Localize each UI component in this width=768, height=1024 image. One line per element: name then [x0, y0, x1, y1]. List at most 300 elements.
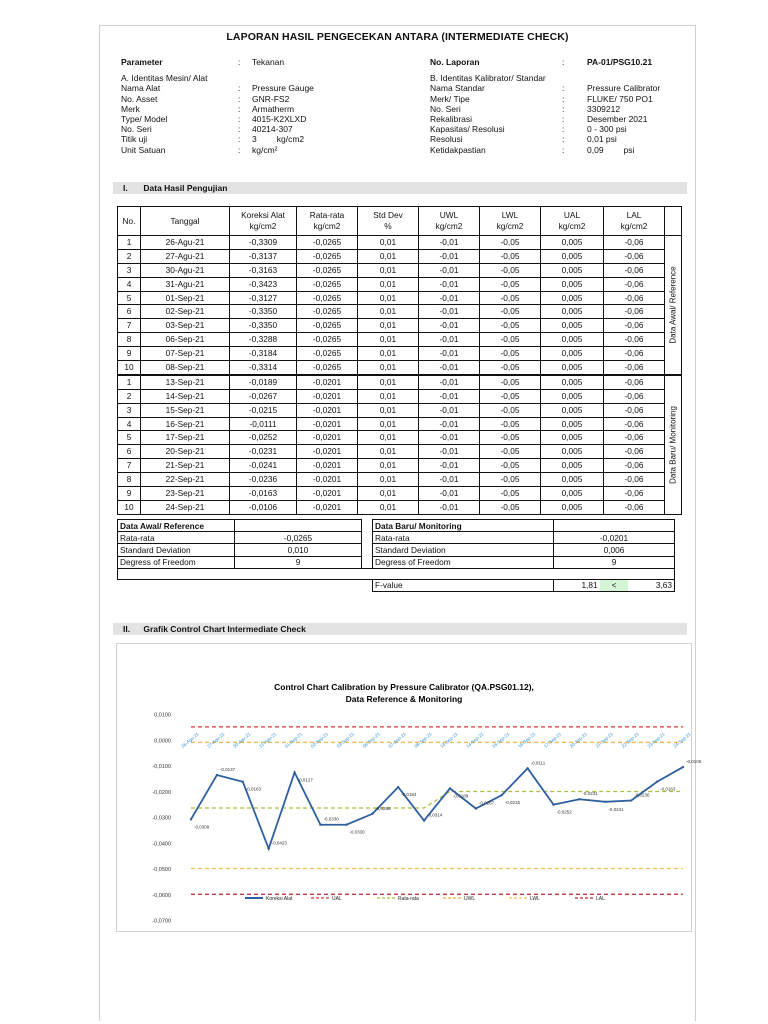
data-label: -0,0184 — [401, 792, 417, 798]
col-no: No. — [118, 207, 141, 236]
machine-row: No. Asset : GNR-FS2 — [121, 93, 290, 104]
f-critical: 3,63 — [655, 580, 672, 591]
table-cell: 0,005 — [541, 487, 604, 501]
table-cell: -0,06 — [604, 361, 665, 375]
table-cell: -0,06 — [604, 249, 665, 263]
data-label: -0,0267 — [478, 800, 495, 806]
table-cell: 01-Sep-21 — [141, 291, 230, 305]
document-title: LAPORAN HASIL PENGECEKAN ANTARA (INTERMEDIATE CHECK) — [226, 31, 569, 43]
table-cell: -0,0241 — [230, 459, 297, 473]
table-cell: -0,0265 — [297, 319, 358, 333]
y-tick-label: 0,0100 — [154, 712, 171, 719]
table-cell: -0,01 — [419, 375, 480, 389]
machine-row: Titik uji : 3 kg/cm2 — [121, 134, 305, 145]
table-cell: -0,06 — [604, 403, 665, 417]
table-row — [118, 249, 682, 263]
summary-ref-key: Rata-rata — [118, 532, 235, 544]
data-label: -0,0236 — [634, 792, 650, 798]
table-cell: 0,005 — [541, 305, 604, 319]
table-cell: 06-Sep-21 — [141, 333, 230, 347]
table-cell: -0,05 — [480, 305, 541, 319]
summary-ref-value: 0,010 — [235, 544, 362, 556]
table-cell: -0,3288 — [230, 333, 297, 347]
data-point — [682, 766, 684, 768]
table-row — [118, 291, 682, 305]
table-row — [118, 473, 682, 487]
table-cell: 02-Sep-21 — [141, 305, 230, 319]
table-cell: 31-Agu-21 — [141, 277, 230, 291]
summary-mon-key: Rata-rata — [373, 532, 554, 544]
table-cell: -0,05 — [480, 263, 541, 277]
data-label: -0,0231 — [582, 791, 598, 797]
test-data-table — [117, 206, 682, 515]
table-cell: -0,0201 — [297, 417, 358, 431]
table-cell: 2 — [118, 249, 141, 263]
chart-title: Control Chart Calibration by Pressure Calibrator (QA.PSG01.12), — [274, 682, 534, 692]
calibrator-key: Resolusi — [430, 134, 463, 145]
table-cell: -0,05 — [480, 291, 541, 305]
x-tick-label: 14-Sep-21 — [465, 731, 485, 749]
table-cell: 2 — [118, 389, 141, 403]
x-tick-label: 26-Agu-21 — [180, 731, 200, 749]
table-cell: 30-Agu-21 — [141, 263, 230, 277]
data-label: -0,0106 — [686, 759, 702, 765]
x-tick-label: 23-Sep-21 — [646, 731, 666, 749]
machine-key: Type/ Model — [121, 114, 168, 125]
calibrator-key: Kapasitas/ Resolusi — [430, 124, 505, 135]
table-cell: 0,005 — [541, 236, 604, 250]
table-cell: -0,06 — [604, 431, 665, 445]
x-tick-label: 22-Sep-21 — [620, 731, 640, 749]
table-cell: -0,05 — [480, 236, 541, 250]
table-cell: -0,3350 — [230, 319, 297, 333]
table-cell: 14-Sep-21 — [141, 389, 230, 403]
data-label: -0,0163 — [660, 786, 676, 792]
table-cell: -0,05 — [480, 347, 541, 361]
table-cell: -0,06 — [604, 277, 665, 291]
summary-table — [117, 519, 675, 592]
table-cell: -0,06 — [604, 445, 665, 459]
machine-row: Type/ Model : 4015-K2XLXD — [121, 114, 307, 125]
table-cell: -0,01 — [419, 431, 480, 445]
monitoring-group-label: Data Baru/ Monitoring — [665, 375, 682, 514]
x-tick-label: 13-Sep-21 — [439, 731, 459, 749]
machine-key: No. Seri — [121, 124, 152, 135]
table-cell: -0,0236 — [230, 473, 297, 487]
data-point — [475, 807, 477, 809]
calibrator-key: Ketidakpastian — [430, 144, 486, 155]
summary-mon-value: 0,006 — [554, 544, 675, 556]
legend-label: Koreksi Alat — [266, 896, 293, 902]
legend-label: Rata-rata — [398, 896, 419, 902]
table-cell: -0,0163 — [230, 487, 297, 501]
data-label: -0,0215 — [504, 800, 521, 806]
calibrator-row: No. Seri : 3309212 — [430, 103, 621, 114]
data-label: -0,0423 — [271, 840, 287, 846]
table-cell: -0,0265 — [297, 361, 358, 375]
calibrator-key: No. Seri — [430, 103, 461, 114]
table-row — [118, 417, 682, 431]
table-cell: 9 — [118, 347, 141, 361]
table-cell: -0,01 — [419, 305, 480, 319]
table-row — [118, 459, 682, 473]
table-row — [118, 347, 682, 361]
data-point — [526, 767, 528, 769]
data-point — [578, 798, 580, 800]
table-cell: -0,0201 — [297, 431, 358, 445]
summary-row — [118, 544, 675, 556]
table-cell: 0,01 — [358, 459, 419, 473]
mon-summary-title: Data Baru/ Monitoring — [373, 520, 554, 532]
x-tick-label: 03-Sep-21 — [335, 731, 356, 749]
table-cell: 08-Sep-21 — [141, 361, 230, 375]
table-row — [118, 389, 682, 403]
calibrator-key: Rekalibrasi — [430, 114, 473, 125]
y-tick-label: -0,0500 — [152, 867, 171, 873]
calibrator-value: 0 - 300 psi — [587, 124, 627, 135]
table-cell: -0,06 — [604, 333, 665, 347]
table-cell: -0,0106 — [230, 500, 297, 514]
section-2-header — [113, 623, 687, 635]
data-point — [293, 771, 295, 773]
table-cell: -0,01 — [419, 487, 480, 501]
table-cell: 0,01 — [358, 277, 419, 291]
table-cell: -0,05 — [480, 249, 541, 263]
col-lal: LAL kg/cm2 — [604, 207, 665, 236]
x-tick-label: 02-Sep-21 — [309, 731, 330, 749]
table-row — [118, 431, 682, 445]
table-cell: -0,01 — [419, 347, 480, 361]
table-cell: 8 — [118, 333, 141, 347]
summary-mon-value: 9 — [554, 556, 675, 568]
chart-subtitle: Data Reference & Monitoring — [345, 694, 463, 704]
data-label: -0,0288 — [375, 805, 391, 811]
table-cell: 0,005 — [541, 375, 604, 389]
table-cell: -0,05 — [480, 459, 541, 473]
machine-row: No. Seri : 40214-307 — [121, 124, 293, 135]
table-cell: -0,06 — [604, 236, 665, 250]
table-cell: -0,05 — [480, 487, 541, 501]
table-cell: 0,01 — [358, 236, 419, 250]
table-cell: 0,005 — [541, 473, 604, 487]
table-cell: 6 — [118, 305, 141, 319]
calibrator-section-title: B. Identitas Kalibrator/ Standar — [430, 73, 546, 84]
table-row — [118, 500, 682, 514]
data-point — [552, 803, 554, 805]
table-cell: -0,0189 — [230, 375, 297, 389]
calibrator-value: Pressure Calibrator — [587, 83, 661, 94]
table-cell: -0,3423 — [230, 277, 297, 291]
data-point — [449, 787, 451, 789]
table-cell: -0,05 — [480, 403, 541, 417]
table-cell: 3 — [118, 263, 141, 277]
machine-key: No. Asset — [121, 93, 158, 104]
table-cell: -0,05 — [480, 500, 541, 514]
col-ual: UAL kg/cm2 — [541, 207, 604, 236]
table-cell: -0,01 — [419, 291, 480, 305]
table-cell: -0,3184 — [230, 347, 297, 361]
table-cell: -0,01 — [419, 236, 480, 250]
machine-value: Armatherm — [252, 103, 295, 114]
summary-row — [118, 556, 675, 568]
summary-mon-key: Standard Deviation — [373, 544, 554, 556]
data-label: -0,0330 — [349, 829, 365, 835]
calibrator-unit: psi — [623, 144, 635, 155]
table-row — [118, 375, 682, 389]
table-cell: 0,005 — [541, 333, 604, 347]
table-cell: 24-Sep-21 — [141, 500, 230, 514]
table-cell: -0,05 — [480, 375, 541, 389]
summary-mon-key: Degress of Freedom — [373, 556, 554, 568]
table-cell: -0,3163 — [230, 263, 297, 277]
calibrator-value: FLUKE/ 750 PO1 — [587, 93, 653, 104]
table-cell: -0,0265 — [297, 249, 358, 263]
section-1-number: I. — [123, 183, 128, 193]
summary-ref-value: 9 — [235, 556, 362, 568]
data-point — [656, 781, 658, 783]
parameter-label: Parameter — [121, 57, 163, 67]
table-cell: -0,06 — [604, 500, 665, 514]
x-tick-label: 07-Sep-21 — [387, 731, 407, 749]
report-no-value: PA-01/PSG10.21 — [587, 57, 653, 67]
table-cell: -0,01 — [419, 277, 480, 291]
table-cell: 0,005 — [541, 263, 604, 277]
table-cell: 0,005 — [541, 249, 604, 263]
f-value-label: F-value — [373, 579, 554, 591]
table-cell: -0,0201 — [297, 459, 358, 473]
table-row — [118, 487, 682, 501]
data-label: -0,0111 — [530, 760, 546, 766]
table-cell: -0,0111 — [230, 417, 297, 431]
summary-row — [118, 532, 675, 544]
table-cell: 0,01 — [358, 431, 419, 445]
table-cell: 0,01 — [358, 263, 419, 277]
table-row — [118, 333, 682, 347]
table-cell: -0,0265 — [297, 333, 358, 347]
calibrator-row: Merk/ Tipe : FLUKE/ 750 PO1 — [430, 93, 653, 104]
table-cell: 0,01 — [358, 319, 419, 333]
table-cell: 15-Sep-21 — [141, 403, 230, 417]
report-no-label: No. Laporan — [430, 57, 480, 67]
table-cell: -0,0231 — [230, 445, 297, 459]
x-tick-label: 06-Sep-21 — [361, 731, 381, 749]
y-tick-label: 0,0000 — [154, 738, 171, 745]
machine-value: Pressure Gauge — [252, 83, 314, 94]
data-label: -0,0163 — [245, 786, 262, 792]
data-label: -0,0241 — [608, 806, 624, 812]
table-cell: -0,01 — [419, 361, 480, 375]
table-cell: 16-Sep-21 — [141, 417, 230, 431]
table-cell: 0,01 — [358, 291, 419, 305]
machine-unit: kg/cm2 — [276, 134, 305, 145]
machine-value: 3 — [252, 134, 257, 145]
data-point — [190, 818, 192, 820]
table-cell: -0,06 — [604, 263, 665, 277]
table-cell: 0,005 — [541, 417, 604, 431]
data-point — [630, 799, 632, 801]
table-cell: -0,01 — [419, 263, 480, 277]
table-cell: -0,0201 — [297, 445, 358, 459]
table-cell: -0,05 — [480, 389, 541, 403]
table-cell: -0,05 — [480, 319, 541, 333]
table-cell: -0,05 — [480, 277, 541, 291]
table-cell: -0,0201 — [297, 389, 358, 403]
x-tick-label: 17-Sep-21 — [542, 731, 563, 749]
reference-group-label: Data Awal/ Reference — [665, 236, 682, 375]
table-row — [118, 445, 682, 459]
f-value-cell — [554, 579, 675, 591]
section-1-title: Data Hasil Pengujian — [143, 183, 228, 193]
table-cell: -0,01 — [419, 319, 480, 333]
calibrator-row: Ketidakpastian : 0,09 psi — [430, 144, 635, 155]
data-point — [604, 801, 606, 803]
table-cell: 10 — [118, 361, 141, 375]
table-cell: -0,0265 — [297, 277, 358, 291]
calibrator-row: Resolusi : 0,01 psi — [430, 134, 617, 145]
table-cell: 3 — [118, 403, 141, 417]
table-cell: 7 — [118, 459, 141, 473]
y-tick-label: -0,0600 — [152, 892, 171, 899]
table-cell: 0,01 — [358, 375, 419, 389]
calibrator-value: 3309212 — [587, 103, 621, 114]
machine-key: Merk — [121, 103, 140, 114]
f-value: 1,81 — [581, 580, 598, 591]
calibrator-row: Kapasitas/ Resolusi : 0 - 300 psi — [430, 124, 627, 135]
table-row — [118, 319, 682, 333]
table-cell: 03-Sep-21 — [141, 319, 230, 333]
table-cell: 4 — [118, 277, 141, 291]
y-tick-label: -0,0100 — [152, 764, 171, 770]
table-cell: 7 — [118, 319, 141, 333]
machine-row: Nama Alat : Pressure Gauge — [121, 83, 314, 94]
table-cell: -0,0201 — [297, 487, 358, 501]
table-cell: -0,01 — [419, 445, 480, 459]
table-cell: 0,005 — [541, 361, 604, 375]
table-cell: -0,05 — [480, 445, 541, 459]
table-cell: 0,01 — [358, 445, 419, 459]
x-tick-label: 01-Sep-21 — [283, 731, 304, 749]
table-cell: -0,0265 — [297, 305, 358, 319]
x-tick-label: 16-Sep-21 — [517, 731, 537, 749]
col-rata: Rata-rata kg/cm2 — [297, 207, 358, 236]
machine-key: Titik uji — [121, 134, 148, 145]
col-lwl: LWL kg/cm2 — [480, 207, 541, 236]
table-cell: 0,005 — [541, 500, 604, 514]
y-tick-label: -0,0300 — [152, 815, 171, 822]
calibrator-value: 0,01 psi — [587, 134, 617, 145]
table-cell: 5 — [118, 291, 141, 305]
table-cell: 9 — [118, 487, 141, 501]
y-tick-label: -0,0400 — [152, 841, 171, 848]
x-tick-label: 30-Agu-21 — [232, 731, 252, 749]
calibrator-key: Merk/ Tipe — [430, 93, 470, 104]
legend-label: LAL — [596, 896, 605, 902]
table-cell: 0,005 — [541, 319, 604, 333]
table-cell: -0,06 — [604, 375, 665, 389]
table-row — [118, 361, 682, 375]
data-point — [423, 819, 425, 821]
table-cell: 0,01 — [358, 389, 419, 403]
parameter-value: Tekanan — [252, 57, 285, 67]
table-cell: 10 — [118, 500, 141, 514]
table-row — [118, 305, 682, 319]
table-cell: -0,3137 — [230, 249, 297, 263]
data-point — [267, 847, 269, 849]
table-cell: -0,01 — [419, 389, 480, 403]
table-cell: -0,3314 — [230, 361, 297, 375]
col-tanggal: Tanggal — [141, 207, 230, 236]
table-cell: -0,0265 — [297, 347, 358, 361]
data-point — [242, 781, 244, 783]
table-cell: -0,0265 — [297, 263, 358, 277]
table-cell: -0,05 — [480, 431, 541, 445]
table-row — [118, 277, 682, 291]
x-tick-label: 20-Sep-21 — [568, 731, 589, 749]
table-cell: 27-Agu-21 — [141, 249, 230, 263]
x-tick-label: 08-Sep-21 — [413, 731, 433, 749]
table-cell: 0,005 — [541, 389, 604, 403]
table-cell: -0,01 — [419, 473, 480, 487]
report-page — [99, 25, 702, 1021]
section-1-header — [113, 182, 687, 194]
data-label: -0,0127 — [297, 777, 313, 783]
table-cell: -0,0201 — [297, 473, 358, 487]
table-cell: -0,3309 — [230, 236, 297, 250]
table-cell: -0,0267 — [230, 389, 297, 403]
table-row — [118, 263, 682, 277]
data-label: -0,0330 — [323, 816, 339, 822]
table-cell: -0,06 — [604, 389, 665, 403]
machine-key: Unit Satuan — [121, 144, 166, 155]
table-cell: -0,05 — [480, 417, 541, 431]
x-tick-label: 24-Sep-21 — [672, 731, 692, 749]
calibrator-value: Desember 2021 — [587, 114, 648, 125]
x-tick-label: 27-Agu-21 — [206, 731, 226, 749]
header-left: Parameter : Tekanan A. Identitas Mesin/ Alat Nama Alat : Pressure Gauge No. Asset : GNR-FS2 Merk : Armatherm Type/ Model : 4015-K2XLXD No. Seri : 40214-307 Titik uji : 3 kg/cm2 Unit Satuan : kg/cm² — [121, 57, 314, 155]
table-cell: -0,3127 — [230, 291, 297, 305]
table-cell: -0,01 — [419, 500, 480, 514]
section-2-title: Grafik Control Chart Intermediate Check — [143, 624, 306, 634]
table-cell: -0,05 — [480, 333, 541, 347]
table-cell: -0,06 — [604, 347, 665, 361]
table-cell: 0,005 — [541, 445, 604, 459]
summary-mon-value: -0,0201 — [554, 532, 675, 544]
f-comparison: < — [600, 580, 629, 591]
summary-ref-key: Standard Deviation — [118, 544, 235, 556]
control-chart — [116, 643, 702, 932]
data-label: -0,0314 — [427, 812, 443, 818]
table-cell: 17-Sep-21 — [141, 431, 230, 445]
table-cell: 21-Sep-21 — [141, 459, 230, 473]
y-tick-label: -0,0700 — [152, 918, 171, 925]
table-cell: 4 — [118, 417, 141, 431]
table-cell: -0,06 — [604, 487, 665, 501]
machine-value: 40214-307 — [252, 124, 293, 135]
ref-summary-title: Data Awal/ Reference — [118, 520, 235, 532]
table-cell: 0,01 — [358, 249, 419, 263]
machine-key: Nama Alat — [121, 83, 161, 94]
table-cell: 0,01 — [358, 347, 419, 361]
table-cell: -0,0252 — [230, 431, 297, 445]
table-cell: -0,06 — [604, 319, 665, 333]
table-cell: 0,005 — [541, 347, 604, 361]
calibrator-row: Nama Standar : Pressure Calibrator — [430, 83, 661, 94]
machine-row: Unit Satuan : kg/cm² — [121, 144, 278, 155]
table-cell: -0,06 — [604, 473, 665, 487]
control-chart-svg — [117, 644, 702, 931]
table-cell: 0,01 — [358, 473, 419, 487]
table-cell: 0,005 — [541, 459, 604, 473]
